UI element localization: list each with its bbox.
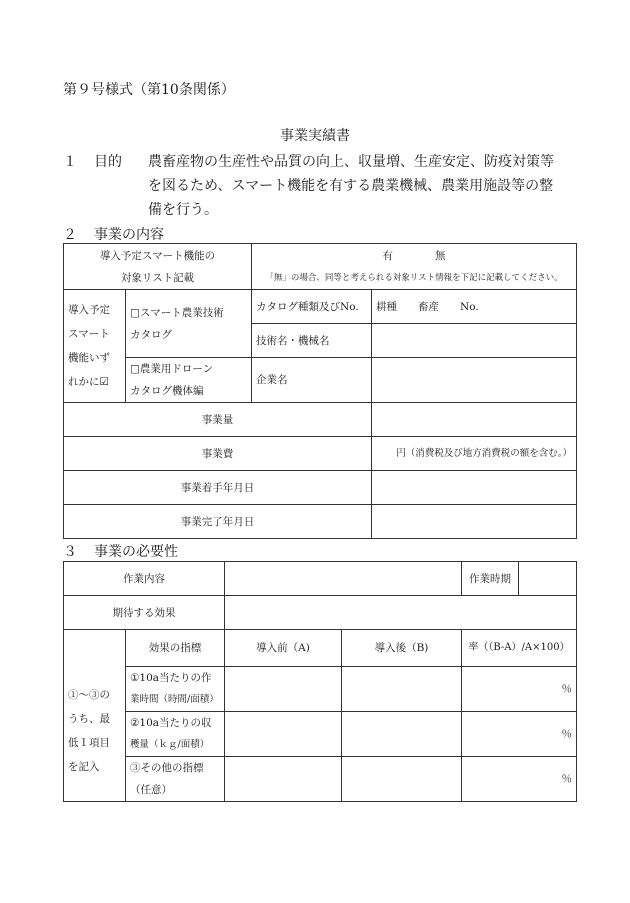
- indicator-yield: ②10a当たりの収 穫量（ｋｇ/面積）: [126, 712, 225, 757]
- yield-before[interactable]: [225, 712, 342, 757]
- indicator-work-time: ①10a当たりの作 業時間（時間/面積）: [126, 667, 225, 712]
- completion-date-value[interactable]: [372, 505, 577, 539]
- project-volume-value[interactable]: [372, 403, 577, 437]
- section-heading: 事業の内容: [94, 227, 164, 243]
- company-value[interactable]: [372, 358, 577, 403]
- section-number: ２: [63, 227, 77, 243]
- section-necessity-heading: [63, 541, 178, 561]
- yield-after[interactable]: [342, 712, 462, 757]
- expected-effect-value[interactable]: [225, 596, 577, 630]
- completion-date-label: 事業完了年月日: [64, 505, 372, 539]
- work-time-before[interactable]: [225, 667, 342, 712]
- yield-rate[interactable]: ％: [462, 712, 577, 757]
- choose-label: 導入予定 スマート 機能いず れかに☑: [64, 290, 126, 403]
- work-time-after[interactable]: [342, 667, 462, 712]
- project-volume-label: 事業量: [64, 403, 372, 437]
- purpose-line: を図るため、スマート機能を有する農業機械、農業用施設等の整: [148, 178, 554, 194]
- necessity-table: [63, 561, 577, 802]
- target-list-label: 導入予定スマート機能の 対象リスト記載: [64, 244, 252, 290]
- project-cost-label: 事業費: [64, 437, 372, 471]
- other-rate[interactable]: ％: [462, 757, 577, 802]
- form-number: 第９号様式（第10条関係）: [63, 82, 235, 98]
- section-content-heading: [63, 224, 164, 244]
- work-period-label: 作業時期: [462, 562, 519, 596]
- section-heading: 目的: [94, 154, 122, 170]
- purpose-line: 農畜産物の生産性や品質の向上、収量増、生産安定、防疫対策等: [148, 154, 554, 170]
- section-number: １: [63, 154, 77, 170]
- catalog-option-drone[interactable]: □農業用ドローン カタログ機体編: [126, 358, 252, 403]
- indicator-other: ③その他の指標 （任意）: [126, 757, 225, 802]
- header-after: 導入後（B): [342, 630, 462, 667]
- project-content-table: [63, 243, 577, 539]
- catalog-type-value: 耕種 畜産 No.: [372, 290, 577, 324]
- tech-name-value[interactable]: [372, 324, 577, 358]
- company-label: 企業名: [252, 358, 372, 403]
- header-rate: 率（（B-A）/A×100）: [462, 630, 577, 667]
- header-indicator: 効果の指標: [126, 630, 225, 667]
- header-before: 導入前（A): [225, 630, 342, 667]
- work-period-value[interactable]: [519, 562, 577, 596]
- document-title: 事業実績書: [280, 128, 350, 144]
- expected-effect-label: 期待する効果: [64, 596, 225, 630]
- catalog-option-smart-tech[interactable]: □スマート農業技術 カタログ: [126, 290, 252, 358]
- section-purpose: [63, 150, 573, 222]
- purpose-text: [148, 150, 568, 222]
- project-cost-value[interactable]: 円（消費税及び地方消費税の額を含む。）: [372, 437, 577, 471]
- other-after[interactable]: [342, 757, 462, 802]
- presence-options: 有 無: [382, 249, 446, 262]
- start-date-value[interactable]: [372, 471, 577, 505]
- section-number: ３: [63, 544, 77, 560]
- indicator-side-label: ①～③の うち、最 低１項目 を記入: [64, 630, 126, 802]
- work-content-value[interactable]: [225, 562, 462, 596]
- catalog-type-label: カタログ種類及びNo.: [252, 290, 372, 324]
- presence-cell: [252, 244, 577, 290]
- other-before[interactable]: [225, 757, 342, 802]
- work-time-rate[interactable]: ％: [462, 667, 577, 712]
- purpose-line: 備を行う。: [148, 202, 218, 218]
- start-date-label: 事業着手年月日: [64, 471, 372, 505]
- tech-name-label: 技術名・機械名: [252, 324, 372, 358]
- presence-note: 「無」の場合、同等と考えられる対象リスト情報を下記に記載してください。: [265, 272, 563, 283]
- section-heading: 事業の必要性: [94, 544, 178, 560]
- work-content-label: 作業内容: [64, 562, 225, 596]
